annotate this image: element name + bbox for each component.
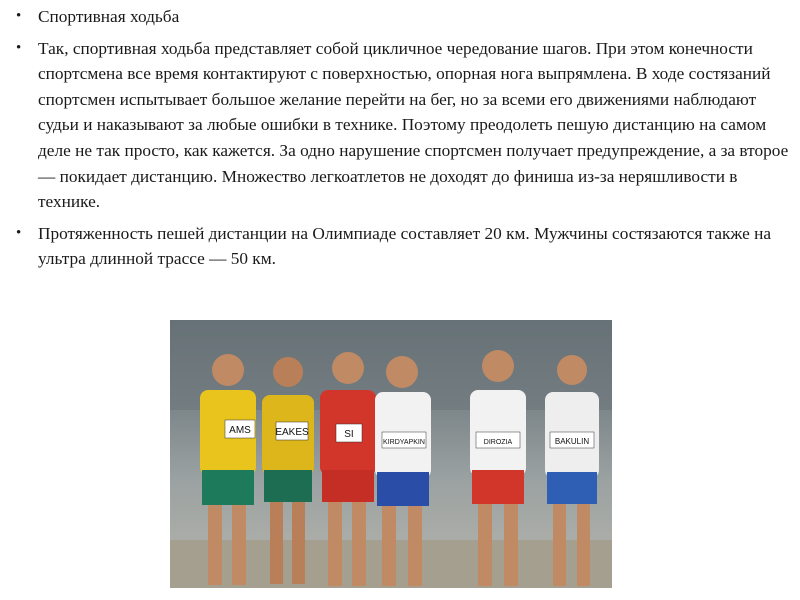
bullet-marker: •	[16, 8, 22, 24]
bullet-text: Так, спортивная ходьба представляет собой цикличное чередование шагов. При этом конечности спортсмена все время контактируют с поверхностью, опорная нога выпрямлена. В ходе состязаний спортсмен испытывает большое желание перейти на бег, но за всеми его движениями наблюдают судьи и наказывают за любые ошибки в технике. Поэтому преодолеть пешую дистанцию на самом деле не так просто, как кажется. За одно нарушение спортсмен получает предупреждение, а за второе — покидает дистанцию. Множество легкоатлетов не доходят до финиша из-за неряшливости в технике.	[38, 38, 789, 212]
bullet-text: Спортивная ходьба	[38, 7, 180, 26]
bullet-text: Протяженность пешей дистанции на Олимпиаде составляет 20 км. Мужчины состязаются также на ультра длинной трассе — 50 км.	[38, 223, 772, 269]
bib-label: KIRDYAPKIN	[383, 439, 425, 446]
bullet-list	[14, 4, 794, 278]
race-walkers-photo	[170, 320, 612, 588]
bib-label: AMS	[229, 425, 251, 436]
bullet-marker: •	[16, 224, 22, 241]
bib-label: DIROZIA	[483, 439, 513, 446]
bullet-item-description	[14, 36, 794, 215]
bib-label: EAKES	[275, 427, 309, 438]
bullet-item-title	[14, 4, 794, 30]
bib-label: BAKULIN	[554, 437, 590, 446]
bullet-marker: •	[16, 39, 22, 56]
bullet-item-distance	[14, 221, 794, 272]
race-walkers-illustration	[170, 320, 612, 588]
bib-label: SI	[344, 429, 354, 440]
